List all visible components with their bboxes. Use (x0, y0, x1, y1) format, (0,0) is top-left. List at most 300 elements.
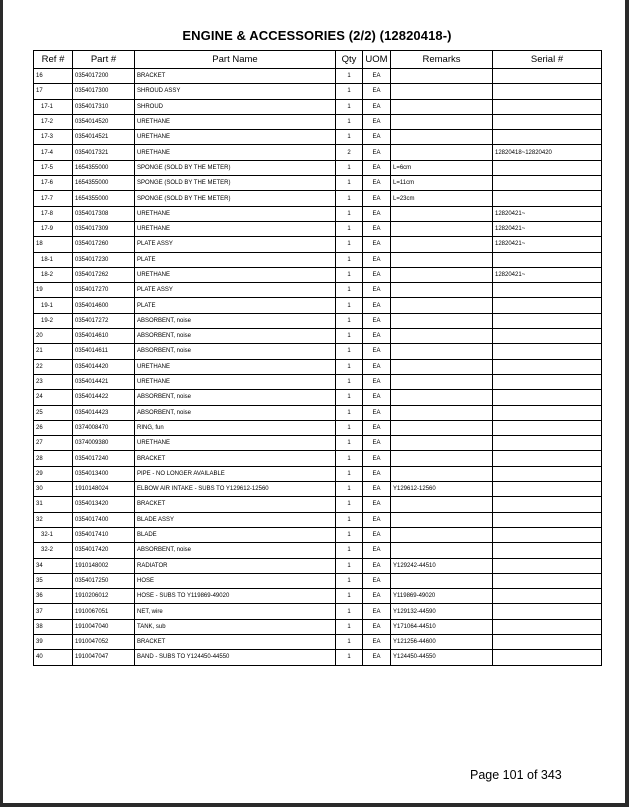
part-number-cell: 0354017321 (73, 145, 135, 160)
part-number-cell: 0374009380 (73, 436, 135, 451)
serial-cell (493, 69, 602, 84)
serial-cell (493, 359, 602, 374)
uom-cell: EA (363, 374, 391, 389)
qty-cell: 1 (336, 543, 363, 558)
serial-cell (493, 573, 602, 588)
part-number-cell: 0354017310 (73, 99, 135, 114)
uom-cell: EA (363, 619, 391, 634)
ref-cell: 17-3 (34, 130, 73, 145)
qty-cell: 1 (336, 221, 363, 236)
serial-cell (493, 313, 602, 328)
table-row (34, 267, 602, 282)
part-name-cell: ELBOW AIR INTAKE - SUBS TO Y129612-12560 (135, 482, 336, 497)
ref-cell: 32-1 (34, 527, 73, 542)
ref-cell: 32 (34, 512, 73, 527)
column-header-part-number: Part # (73, 51, 135, 69)
serial-cell (493, 543, 602, 558)
qty-cell: 1 (336, 482, 363, 497)
ref-cell: 38 (34, 619, 73, 634)
uom-cell: EA (363, 482, 391, 497)
part-number-cell: 1654355000 (73, 160, 135, 175)
ref-cell: 26 (34, 420, 73, 435)
part-name-cell: NET, wire (135, 604, 336, 619)
part-number-cell: 0354017400 (73, 512, 135, 527)
table-row (34, 329, 602, 344)
viewer-frame-right (625, 0, 629, 807)
uom-cell: EA (363, 160, 391, 175)
qty-cell: 1 (336, 604, 363, 619)
uom-cell: EA (363, 512, 391, 527)
uom-cell: EA (363, 436, 391, 451)
qty-cell: 1 (336, 619, 363, 634)
qty-cell: 1 (336, 283, 363, 298)
uom-cell: EA (363, 176, 391, 191)
serial-cell (493, 650, 602, 665)
remarks-cell (391, 405, 493, 420)
remarks-cell (391, 466, 493, 481)
part-name-cell: BRACKET (135, 69, 336, 84)
qty-cell: 1 (336, 634, 363, 649)
qty-cell: 1 (336, 374, 363, 389)
uom-cell: EA (363, 650, 391, 665)
part-number-cell: 1910148024 (73, 482, 135, 497)
table-row (34, 191, 602, 206)
qty-cell: 1 (336, 176, 363, 191)
part-name-cell: ABSORBENT, noise (135, 390, 336, 405)
part-name-cell: URETHANE (135, 221, 336, 236)
serial-cell (493, 604, 602, 619)
ref-cell: 37 (34, 604, 73, 619)
uom-cell: EA (363, 329, 391, 344)
table-row (34, 114, 602, 129)
serial-cell (493, 176, 602, 191)
part-number-cell: 1910047047 (73, 650, 135, 665)
qty-cell: 1 (336, 558, 363, 573)
remarks-cell: L=11cm (391, 176, 493, 191)
part-name-cell: BRACKET (135, 451, 336, 466)
uom-cell: EA (363, 237, 391, 252)
part-number-cell: 1910067051 (73, 604, 135, 619)
table-row (34, 405, 602, 420)
ref-cell: 32-2 (34, 543, 73, 558)
uom-cell: EA (363, 497, 391, 512)
ref-cell: 25 (34, 405, 73, 420)
table-row (34, 420, 602, 435)
column-header-ref: Ref # (34, 51, 73, 69)
remarks-cell (391, 267, 493, 282)
ref-cell: 19-1 (34, 298, 73, 313)
remarks-cell (391, 527, 493, 542)
part-name-cell: BRACKET (135, 497, 336, 512)
qty-cell: 1 (336, 313, 363, 328)
ref-cell: 17-9 (34, 221, 73, 236)
ref-cell: 24 (34, 390, 73, 405)
ref-cell: 39 (34, 634, 73, 649)
ref-cell: 17-1 (34, 99, 73, 114)
qty-cell: 2 (336, 145, 363, 160)
remarks-cell (391, 451, 493, 466)
ref-cell: 28 (34, 451, 73, 466)
remarks-cell: Y119869-49020 (391, 589, 493, 604)
serial-cell: 12820418~12820420 (493, 145, 602, 160)
table-row (34, 206, 602, 221)
part-number-cell: 1910047052 (73, 634, 135, 649)
part-number-cell: 0354014520 (73, 114, 135, 129)
qty-cell: 1 (336, 589, 363, 604)
remarks-cell (391, 390, 493, 405)
qty-cell: 1 (336, 420, 363, 435)
qty-cell: 1 (336, 84, 363, 99)
uom-cell: EA (363, 344, 391, 359)
part-number-cell: 0354014610 (73, 329, 135, 344)
serial-cell (493, 527, 602, 542)
part-name-cell: BRACKET (135, 634, 336, 649)
part-name-cell: PLATE ASSY (135, 283, 336, 298)
part-name-cell: URETHANE (135, 359, 336, 374)
table-row (34, 512, 602, 527)
ref-cell: 18-1 (34, 252, 73, 267)
remarks-cell (391, 543, 493, 558)
serial-cell: 12820421~ (493, 267, 602, 282)
qty-cell: 1 (336, 160, 363, 175)
remarks-cell (391, 359, 493, 374)
table-row (34, 221, 602, 236)
uom-cell: EA (363, 604, 391, 619)
part-number-cell: 0374008470 (73, 420, 135, 435)
part-number-cell: 0354014422 (73, 390, 135, 405)
serial-cell (493, 466, 602, 481)
uom-cell: EA (363, 313, 391, 328)
remarks-cell (391, 298, 493, 313)
serial-cell (493, 160, 602, 175)
serial-cell: 12820421~ (493, 221, 602, 236)
remarks-cell (391, 497, 493, 512)
serial-cell (493, 298, 602, 313)
ref-cell: 18 (34, 237, 73, 252)
qty-cell: 1 (336, 114, 363, 129)
remarks-cell (391, 252, 493, 267)
uom-cell: EA (363, 114, 391, 129)
remarks-cell: Y129612-12560 (391, 482, 493, 497)
part-name-cell: ABSORBENT, noise (135, 405, 336, 420)
remarks-cell (391, 145, 493, 160)
ref-cell: 17 (34, 84, 73, 99)
part-name-cell: HOSE - SUBS TO Y119869-49020 (135, 589, 336, 604)
serial-cell (493, 512, 602, 527)
part-number-cell: 0354014423 (73, 405, 135, 420)
serial-cell (493, 374, 602, 389)
table-row (34, 313, 602, 328)
part-name-cell: RADIATOR (135, 558, 336, 573)
ref-cell: 16 (34, 69, 73, 84)
part-number-cell: 0354017420 (73, 543, 135, 558)
uom-cell: EA (363, 390, 391, 405)
remarks-cell (391, 420, 493, 435)
table-row (34, 436, 602, 451)
part-number-cell: 1910148002 (73, 558, 135, 573)
remarks-cell (391, 512, 493, 527)
ref-cell: 17-6 (34, 176, 73, 191)
part-name-cell: URETHANE (135, 374, 336, 389)
ref-cell: 17-8 (34, 206, 73, 221)
serial-cell (493, 329, 602, 344)
qty-cell: 1 (336, 329, 363, 344)
part-name-cell: URETHANE (135, 114, 336, 129)
part-name-cell: TANK, sub (135, 619, 336, 634)
serial-cell (493, 482, 602, 497)
serial-cell (493, 634, 602, 649)
uom-cell: EA (363, 451, 391, 466)
part-number-cell: 0354013420 (73, 497, 135, 512)
remarks-cell: L=23cm (391, 191, 493, 206)
serial-cell (493, 99, 602, 114)
serial-cell (493, 114, 602, 129)
part-name-cell: PLATE (135, 252, 336, 267)
remarks-cell (391, 313, 493, 328)
qty-cell: 1 (336, 69, 363, 84)
serial-cell (493, 390, 602, 405)
qty-cell: 1 (336, 650, 363, 665)
serial-cell (493, 436, 602, 451)
part-number-cell: 0354014600 (73, 298, 135, 313)
ref-cell: 36 (34, 589, 73, 604)
column-header-serial: Serial # (493, 51, 602, 69)
column-header-qty: Qty (336, 51, 363, 69)
part-number-cell: 0354017270 (73, 283, 135, 298)
table-row (34, 84, 602, 99)
ref-cell: 19 (34, 283, 73, 298)
serial-cell (493, 497, 602, 512)
ref-cell: 17-2 (34, 114, 73, 129)
parts-table-body (34, 69, 602, 666)
table-row (34, 160, 602, 175)
serial-cell (493, 420, 602, 435)
uom-cell: EA (363, 573, 391, 588)
part-number-cell: 1654355000 (73, 191, 135, 206)
table-row (34, 344, 602, 359)
qty-cell: 1 (336, 451, 363, 466)
part-name-cell: SPONGE (SOLD BY THE METER) (135, 191, 336, 206)
uom-cell: EA (363, 99, 391, 114)
ref-cell: 23 (34, 374, 73, 389)
serial-cell (493, 558, 602, 573)
table-row (34, 573, 602, 588)
remarks-cell: Y121256-44600 (391, 634, 493, 649)
part-number-cell: 0354014421 (73, 374, 135, 389)
uom-cell: EA (363, 558, 391, 573)
table-row (34, 527, 602, 542)
column-header-remarks: Remarks (391, 51, 493, 69)
table-row (34, 634, 602, 649)
page-title: ENGINE & ACCESSORIES (2/2) (12820418-) (182, 28, 452, 43)
qty-cell: 1 (336, 390, 363, 405)
ref-cell: 20 (34, 329, 73, 344)
ref-cell: 30 (34, 482, 73, 497)
uom-cell: EA (363, 405, 391, 420)
table-row (34, 145, 602, 160)
table-row (34, 482, 602, 497)
remarks-cell (391, 130, 493, 145)
part-name-cell: HOSE (135, 573, 336, 588)
table-row (34, 589, 602, 604)
part-name-cell: RING, fun (135, 420, 336, 435)
ref-cell: 18-2 (34, 267, 73, 282)
uom-cell: EA (363, 206, 391, 221)
table-row (34, 390, 602, 405)
remarks-cell (391, 344, 493, 359)
part-name-cell: ABSORBENT, noise (135, 313, 336, 328)
table-row (34, 252, 602, 267)
part-number-cell: 0354017250 (73, 573, 135, 588)
table-row (34, 283, 602, 298)
part-name-cell: ABSORBENT, noise (135, 543, 336, 558)
uom-cell: EA (363, 543, 391, 558)
ref-cell: 34 (34, 558, 73, 573)
uom-cell: EA (363, 589, 391, 604)
part-name-cell: URETHANE (135, 145, 336, 160)
part-number-cell: 0354017262 (73, 267, 135, 282)
remarks-cell (391, 99, 493, 114)
table-header-row (34, 51, 602, 69)
uom-cell: EA (363, 130, 391, 145)
remarks-cell (391, 436, 493, 451)
table-row (34, 604, 602, 619)
qty-cell: 1 (336, 298, 363, 313)
serial-cell (493, 344, 602, 359)
qty-cell: 1 (336, 206, 363, 221)
table-row (34, 176, 602, 191)
serial-cell (493, 84, 602, 99)
part-number-cell: 0354017200 (73, 69, 135, 84)
uom-cell: EA (363, 267, 391, 282)
part-name-cell: BLADE ASSY (135, 512, 336, 527)
part-number-cell: 0354014420 (73, 359, 135, 374)
uom-cell: EA (363, 283, 391, 298)
qty-cell: 1 (336, 436, 363, 451)
qty-cell: 1 (336, 267, 363, 282)
ref-cell: 31 (34, 497, 73, 512)
part-name-cell: URETHANE (135, 436, 336, 451)
serial-cell (493, 283, 602, 298)
table-row (34, 298, 602, 313)
part-number-cell: 0354013400 (73, 466, 135, 481)
part-name-cell: URETHANE (135, 267, 336, 282)
remarks-cell (391, 374, 493, 389)
serial-cell (493, 619, 602, 634)
remarks-cell (391, 114, 493, 129)
table-row (34, 543, 602, 558)
qty-cell: 1 (336, 130, 363, 145)
ref-cell: 17-5 (34, 160, 73, 175)
part-name-cell: BAND - SUBS TO Y124450-44550 (135, 650, 336, 665)
uom-cell: EA (363, 221, 391, 236)
remarks-cell: Y129132-44590 (391, 604, 493, 619)
remarks-cell: Y171064-44510 (391, 619, 493, 634)
column-header-part-name: Part Name (135, 51, 336, 69)
table-row (34, 69, 602, 84)
table-row (34, 99, 602, 114)
table-row (34, 451, 602, 466)
serial-cell: 12820421~ (493, 237, 602, 252)
part-number-cell: 0354017300 (73, 84, 135, 99)
remarks-cell (391, 69, 493, 84)
remarks-cell (391, 206, 493, 221)
uom-cell: EA (363, 69, 391, 84)
part-number-cell: 0354014611 (73, 344, 135, 359)
part-name-cell: PLATE (135, 298, 336, 313)
serial-cell (493, 191, 602, 206)
qty-cell: 1 (336, 512, 363, 527)
ref-cell: 19-2 (34, 313, 73, 328)
qty-cell: 1 (336, 344, 363, 359)
ref-cell: 17-7 (34, 191, 73, 206)
qty-cell: 1 (336, 527, 363, 542)
remarks-cell (391, 84, 493, 99)
table-row (34, 558, 602, 573)
part-name-cell: ABSORBENT, noise (135, 344, 336, 359)
serial-cell (493, 252, 602, 267)
qty-cell: 1 (336, 237, 363, 252)
part-number-cell: 1910206012 (73, 589, 135, 604)
ref-cell: 40 (34, 650, 73, 665)
remarks-cell (391, 573, 493, 588)
qty-cell: 1 (336, 191, 363, 206)
part-number-cell: 0354017230 (73, 252, 135, 267)
uom-cell: EA (363, 527, 391, 542)
remarks-cell: Y129242-44510 (391, 558, 493, 573)
part-name-cell: SPONGE (SOLD BY THE METER) (135, 176, 336, 191)
serial-cell (493, 589, 602, 604)
parts-table (33, 50, 602, 666)
part-number-cell: 1654355000 (73, 176, 135, 191)
part-name-cell: SHROUD ASSY (135, 84, 336, 99)
qty-cell: 1 (336, 405, 363, 420)
page-number: Page 101 of 343 (470, 768, 562, 782)
ref-cell: 17-4 (34, 145, 73, 160)
remarks-cell: Y124450-44550 (391, 650, 493, 665)
uom-cell: EA (363, 634, 391, 649)
uom-cell: EA (363, 252, 391, 267)
part-number-cell: 0354017308 (73, 206, 135, 221)
table-row (34, 466, 602, 481)
serial-cell (493, 405, 602, 420)
remarks-cell (391, 329, 493, 344)
part-number-cell: 1910047040 (73, 619, 135, 634)
table-row (34, 237, 602, 252)
remarks-cell: L=6cm (391, 160, 493, 175)
qty-cell: 1 (336, 99, 363, 114)
part-name-cell: BLADE (135, 527, 336, 542)
qty-cell: 1 (336, 466, 363, 481)
remarks-cell (391, 237, 493, 252)
serial-cell (493, 451, 602, 466)
qty-cell: 1 (336, 252, 363, 267)
viewer-frame-bottom (0, 803, 629, 807)
part-number-cell: 0354017272 (73, 313, 135, 328)
part-number-cell: 0354017309 (73, 221, 135, 236)
part-name-cell: SHROUD (135, 99, 336, 114)
part-number-cell: 0354017240 (73, 451, 135, 466)
table-row (34, 130, 602, 145)
uom-cell: EA (363, 84, 391, 99)
column-header-uom: UOM (363, 51, 391, 69)
ref-cell: 35 (34, 573, 73, 588)
serial-cell (493, 130, 602, 145)
table-row (34, 497, 602, 512)
part-number-cell: 0354017260 (73, 237, 135, 252)
part-name-cell: URETHANE (135, 206, 336, 221)
qty-cell: 1 (336, 359, 363, 374)
